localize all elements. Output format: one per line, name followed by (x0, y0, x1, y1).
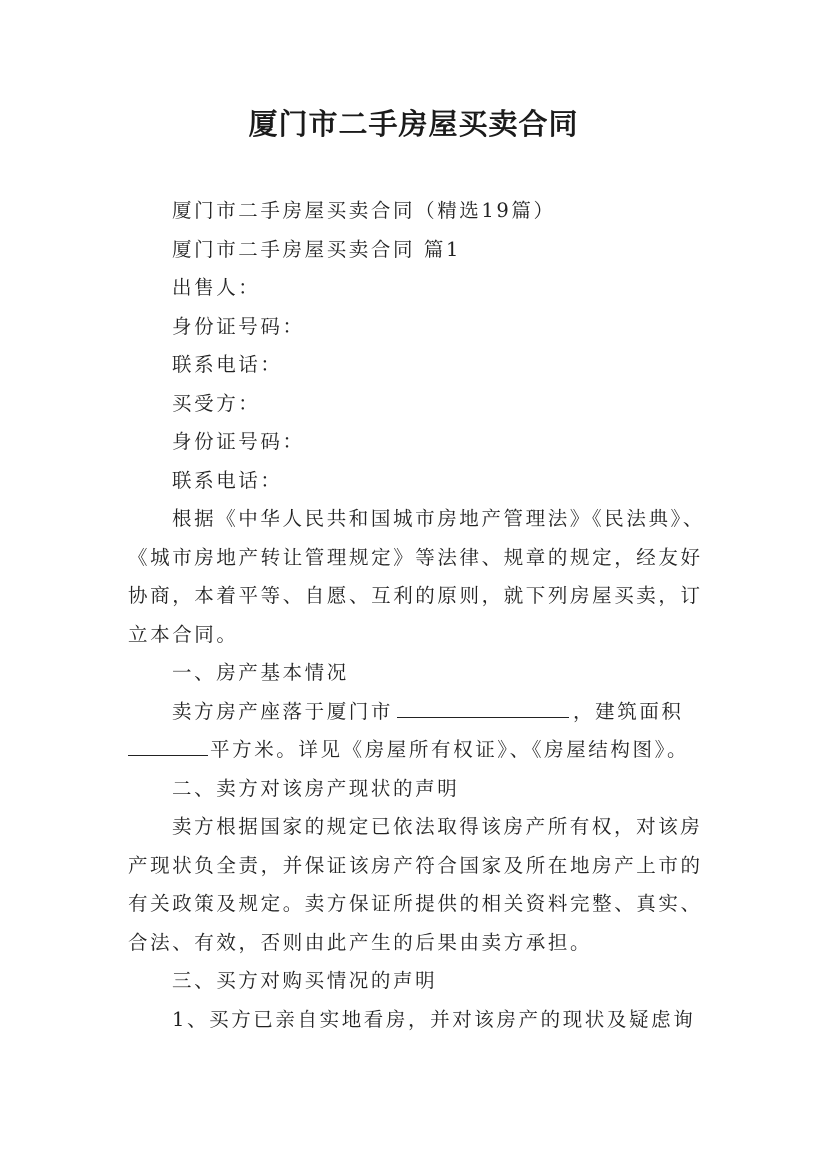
clause1-line (128, 693, 708, 732)
section-title: 厦门市二手房屋买卖合同 篇1 (172, 237, 462, 261)
buyer-phone-label: 联系电话： (172, 468, 283, 492)
area-blank (128, 731, 208, 756)
clause2-line: 卖方根据国家的规定已依法取得该房产所有权，对该房 (172, 815, 703, 838)
preamble-line: 协商，本着平等、自愿、互利的原则，就下列房屋买卖，订 (128, 584, 703, 607)
seller-phone-label: 联系电话： (172, 353, 283, 376)
clause2-heading: 二、卖方对该房产现状的声明 (172, 776, 460, 800)
document-body (128, 192, 708, 1039)
clause1-line (128, 731, 708, 770)
seller-id-label: 身份证号码： (172, 314, 305, 338)
preamble-line: 立本合同。 (128, 622, 239, 646)
clause2-line: 有关政策及规定。卖方保证所提供的相关资料完整、真实、 (128, 892, 703, 915)
preamble-line: 根据《中华人民共和国城市房地产管理法》《民法典》、 (172, 507, 706, 530)
clause1-heading: 一、房产基本情况 (172, 661, 349, 684)
clause3-item: 1、买方已亲自实地看房，并对该房产的现状及疑虑询 (172, 1007, 696, 1031)
buyer-id-label: 身份证号码： (172, 430, 305, 453)
intro-line: 厦门市二手房屋买卖合同（精选19篇） (172, 199, 556, 222)
preamble-line: 《城市房地产转让管理规定》等法律、规章的规定，经友好 (128, 545, 703, 569)
document-title: 厦门市二手房屋买卖合同 (248, 107, 579, 141)
clause2-line: 产现状负全责，并保证该房产符合国家及所在地房产上市的 (128, 853, 703, 877)
clause1-text-location: 卖方房产座落于厦门市 (172, 699, 394, 723)
buyer-label: 买受方： (172, 391, 261, 415)
clause1-text-area: ，建筑面积 (573, 699, 684, 723)
clause3-heading: 三、买方对购买情况的声明 (172, 969, 438, 992)
seller-label: 出售人： (172, 276, 261, 299)
location-blank (397, 693, 569, 718)
clause2-line: 合法、有效，否则由此产生的后果由卖方承担。 (128, 930, 593, 954)
clause1-text-docs: 平方米。详见《房屋所有权证》、《房屋结构图》。 (210, 738, 690, 761)
